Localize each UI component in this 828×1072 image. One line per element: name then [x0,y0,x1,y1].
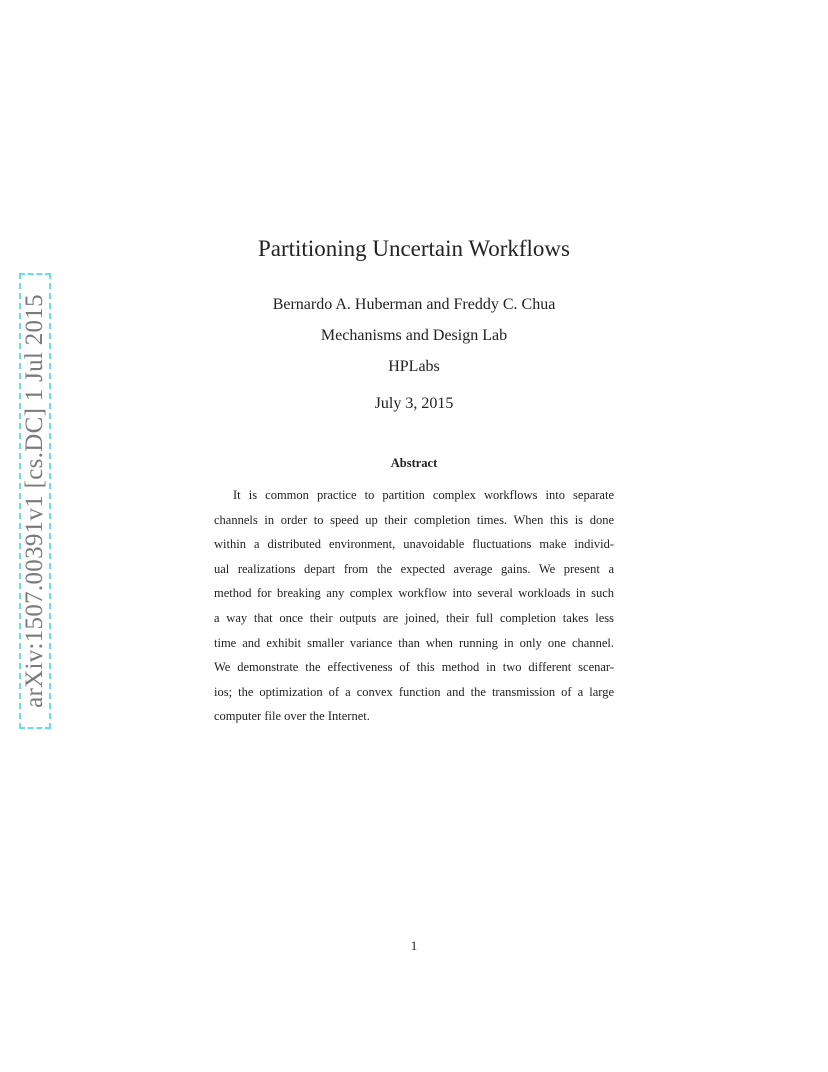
affiliation-lab: Mechanisms and Design Lab [320,327,508,344]
page-number: 1 [410,938,418,953]
abstract-line: We demonstrate the effectiveness of this method in two different scenar- [214,660,614,675]
abstract-line: time and exhibit smaller variance than when running in only one channel. [214,635,614,650]
abstract-line: computer file over the Internet. [214,709,370,724]
abstract-line: a way that once their outputs are joined, their full completion takes less [214,610,614,625]
abstract-line: ios; the optimization of a convex function and the transmission of a large [214,684,614,699]
abstract-line: channels in order to speed up their completion times. When this is done [214,512,614,527]
affiliation-org: HPLabs [388,358,440,375]
authors: Bernardo A. Huberman and Freddy C. Chua [272,296,556,313]
arxiv-stamp-text: arXiv:1507.00391v1 [cs.DC] 1 Jul 2015 [21,294,48,708]
paper-title: Partitioning Uncertain Workflows [257,236,570,261]
abstract-line: method for breaking any complex workflow into several workloads in such [214,586,614,601]
publication-date: July 3, 2015 [374,395,454,412]
abstract-body [214,485,614,731]
abstract-line: ual realizations depart from the expected average gains. We present a [214,561,614,576]
abstract-line: within a distributed environment, unavoidable fluctuations make individ- [214,537,614,552]
abstract-heading: Abstract [390,456,438,470]
abstract-line: It is common practice to partition complex workflows into separate [233,488,614,502]
